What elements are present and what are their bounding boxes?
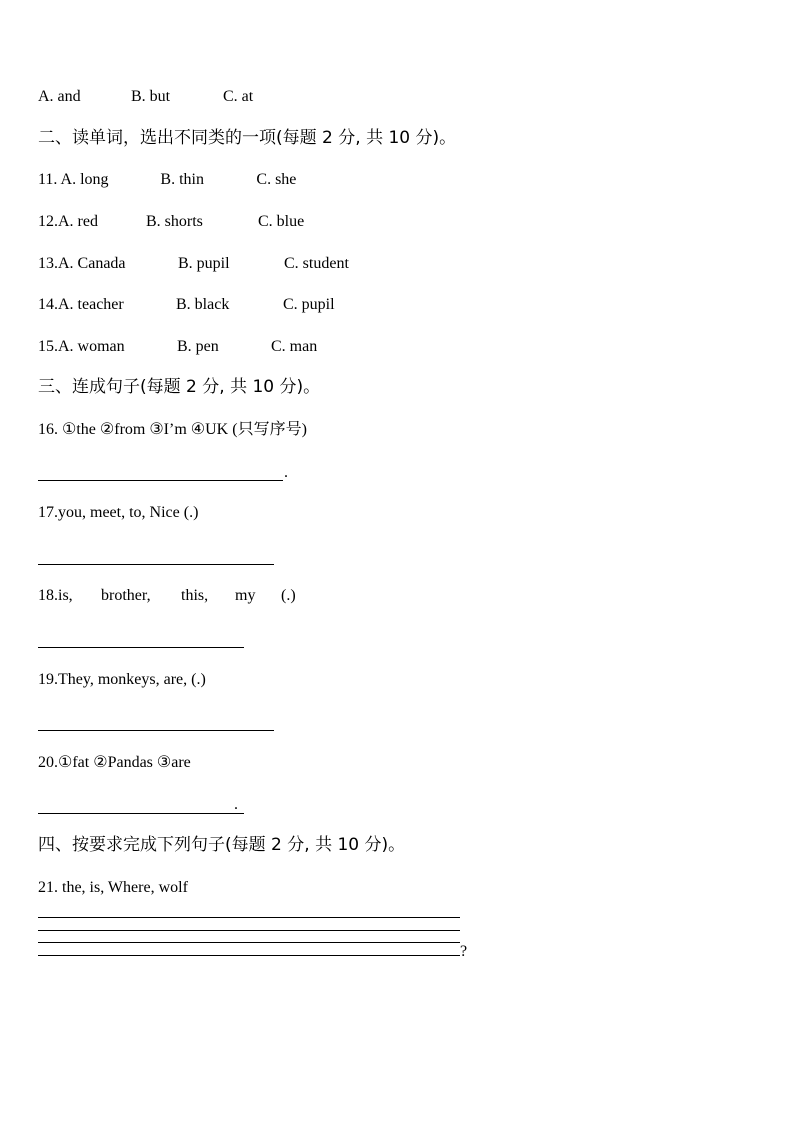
q15-option-c: C. man	[271, 338, 318, 355]
q13-option-b: B. pupil	[178, 255, 230, 272]
q15-number: 15	[38, 338, 54, 355]
q12-row	[38, 212, 304, 232]
section4-heading: 四、按要求完成下列句子(每题 2 分, 共 10 分)。	[38, 835, 406, 855]
q10-options	[38, 87, 253, 107]
q14-row	[38, 295, 335, 315]
q18-word-5: (.)	[281, 587, 296, 604]
q19-answer-line[interactable]	[38, 730, 274, 731]
q12-option-b: B. shorts	[146, 213, 203, 230]
q17-prompt: 17.you, meet, to, Nice (.)	[38, 504, 199, 521]
q16-prompt: 16. ①the ②from ③I’m ④UK (只写序号)	[38, 421, 307, 438]
q13-option-c: C. student	[284, 255, 349, 272]
q13-number: 13	[38, 255, 54, 272]
q13-option-a: .A. Canada	[54, 255, 126, 272]
q18-word-1: 18.is,	[38, 587, 73, 604]
q12-option-c: C. blue	[258, 213, 305, 230]
q12-number: 12	[38, 213, 54, 230]
q18-answer-line[interactable]	[38, 647, 244, 648]
q20-answer-line[interactable]	[38, 813, 244, 814]
q21-answer-line-1[interactable]	[38, 917, 460, 918]
section3-heading: 三、连成句子(每题 2 分, 共 10 分)。	[38, 377, 321, 397]
q18-prompt	[38, 586, 296, 606]
q11-option-a: . A. long	[53, 171, 109, 188]
q14-option-c: C. pupil	[283, 296, 335, 313]
q17-answer-line[interactable]	[38, 564, 274, 565]
q10-option-b: B. but	[131, 88, 171, 105]
q14-number: 14	[38, 296, 54, 313]
q16-period: .	[284, 464, 288, 481]
q19-prompt: 19.They, monkeys, are, (.)	[38, 671, 206, 688]
q18-word-3: this,	[181, 587, 209, 604]
q21-answer-line-3[interactable]	[38, 942, 460, 943]
q16-answer-line[interactable]	[38, 480, 283, 481]
q15-option-a: .A. woman	[54, 338, 125, 355]
q21-question-mark: ?	[460, 943, 468, 960]
q10-option-c: C. at	[223, 88, 254, 105]
q10-option-a: A. and	[38, 88, 81, 105]
q13-row	[38, 254, 349, 274]
q14-option-a: .A. teacher	[54, 296, 124, 313]
q18-word-4: my	[235, 587, 256, 604]
section2-heading: 二、读单词，选出不同类的一项(每题 2 分, 共 10 分)。	[38, 128, 457, 148]
q11-option-b: B. thin	[160, 171, 204, 188]
q21-answer-line-2[interactable]	[38, 930, 460, 931]
q20-period: .	[234, 796, 238, 813]
q15-option-b: B. pen	[177, 338, 219, 355]
q21-answer-line-4[interactable]	[38, 955, 460, 956]
q21-prompt: 21. the, is, Where, wolf	[38, 879, 188, 896]
q11-row	[38, 170, 296, 190]
q18-word-2: brother,	[101, 587, 151, 604]
q12-option-a: .A. red	[54, 213, 98, 230]
q11-option-c: C. she	[256, 171, 297, 188]
q20-prompt: 20.①fat ②Pandas ③are	[38, 754, 191, 771]
q14-option-b: B. black	[176, 296, 230, 313]
q15-row	[38, 337, 317, 357]
q11-number: 11	[38, 171, 54, 188]
